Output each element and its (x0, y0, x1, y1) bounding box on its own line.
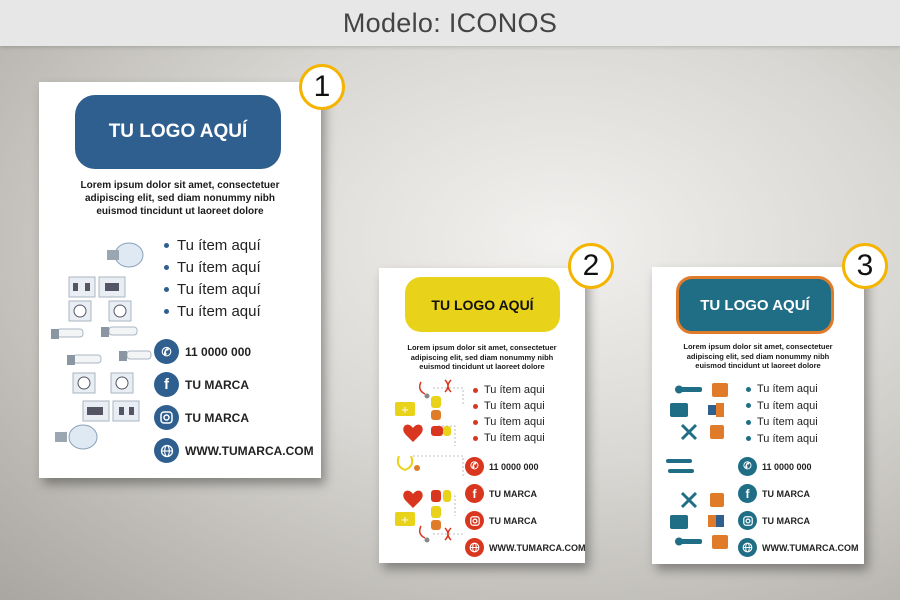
globe-icon (738, 538, 757, 557)
list-item (746, 398, 818, 415)
description-line: euismod tincidunt ut laoreet dolore (695, 361, 821, 371)
svg-text:+: + (400, 515, 410, 526)
logo-placeholder (75, 95, 281, 169)
engine-icon (712, 383, 728, 397)
logo-placeholder (676, 276, 834, 334)
item-text: Tu ítem aqui (757, 383, 818, 396)
logo-text: TU LOGO AQUÍ (700, 296, 810, 314)
tools-icon (682, 425, 696, 439)
light-bulb-icon (107, 243, 143, 267)
list-item (164, 234, 261, 256)
whatsapp-icon: ✆ (154, 339, 179, 364)
instagram-icon (154, 405, 179, 430)
page-title: Modelo: ICONOS (342, 7, 558, 38)
list-item (473, 430, 545, 446)
description-line: Lorem ipsum dolor sit amet, consectetuer (80, 180, 280, 191)
web-row[interactable] (465, 534, 585, 561)
phone-text: 11 0000 000 (489, 461, 539, 472)
bullet-icon (746, 387, 751, 392)
number-badge-2 (568, 243, 614, 289)
web-row[interactable] (154, 434, 314, 467)
logo-text: TU LOGO AQUÍ (431, 296, 534, 313)
item-text: Tu ítem aquí (177, 302, 261, 320)
mechanic-icons-illustration (662, 379, 748, 551)
facebook-icon: f (154, 372, 179, 397)
item-list (164, 234, 261, 322)
item-text: Tu ítem aqui (757, 416, 818, 429)
engine-icon (670, 403, 688, 417)
facebook-icon: f (465, 484, 484, 503)
bullet-icon (473, 436, 478, 441)
contact-list (154, 335, 314, 467)
bullet-icon (164, 309, 169, 314)
facebook-row[interactable] (465, 480, 585, 507)
engine-icon (710, 493, 724, 507)
list-item (746, 414, 818, 431)
whatsapp-icon: ✆ (465, 457, 484, 476)
flyer-card-3[interactable] (652, 267, 864, 564)
badge-number: 2 (582, 249, 600, 282)
list-item (746, 431, 818, 448)
globe-icon (154, 438, 179, 463)
web-text: WWW.TUMARCA.COM (762, 542, 859, 553)
bullet-icon (473, 388, 478, 393)
bullet-icon (473, 404, 478, 409)
engine-icon (710, 425, 724, 439)
instagram-row[interactable] (154, 401, 314, 434)
bullet-icon (746, 403, 751, 408)
item-text: Tu ítem aqui (484, 400, 545, 412)
heart-icon (403, 491, 422, 508)
number-badge-1 (299, 64, 345, 110)
heart-icon (403, 425, 422, 442)
socket-icon (69, 301, 131, 321)
instagram-text: TU MARCA (489, 515, 537, 526)
phone-row[interactable] (154, 335, 314, 368)
item-text: Tu ítem aqui (757, 432, 818, 445)
bullet-icon (164, 287, 169, 292)
item-text: Tu ítem aqui (484, 432, 545, 444)
dna-icon (445, 380, 451, 392)
description-text (658, 342, 858, 371)
phone-row[interactable] (738, 453, 858, 480)
tools-icon (682, 493, 696, 507)
facebook-text: TU MARCA (489, 488, 537, 499)
cfl-bulb-icon (51, 327, 151, 365)
logo-placeholder (405, 277, 560, 332)
description-line: adipiscing elit, sed diam nonummy nibh (410, 352, 554, 362)
bullet-icon (746, 436, 751, 441)
light-bulb-icon (55, 425, 97, 449)
stethoscope-icon (420, 526, 430, 543)
facebook-text: TU MARCA (762, 488, 810, 499)
facebook-text: TU MARCA (185, 377, 249, 392)
item-list (746, 381, 818, 447)
badge-number: 1 (313, 70, 331, 103)
web-text: WWW.TUMARCA.COM (489, 542, 586, 553)
instagram-row[interactable] (738, 507, 858, 534)
switch-plate-icon (69, 277, 125, 297)
engine-icon (712, 535, 728, 549)
switch-plate-icon (83, 401, 139, 421)
bullet-icon (746, 420, 751, 425)
list-item (164, 300, 261, 322)
instagram-icon (465, 511, 484, 530)
bullet-icon (164, 265, 169, 270)
description-text (383, 343, 581, 372)
first-aid-kit-icon (395, 512, 415, 526)
socket-icon (73, 373, 133, 393)
first-aid-kit-icon (395, 402, 415, 416)
list-item (473, 398, 545, 414)
engine-icon (670, 515, 688, 529)
item-text: Tu ítem aquí (177, 258, 261, 276)
car-part-icon (708, 403, 724, 417)
description-line: Lorem ipsum dolor sit amet, consectetuer (407, 343, 557, 352)
pills-icon (431, 396, 441, 420)
wrench-icon (675, 386, 702, 394)
instagram-text: TU MARCA (762, 515, 810, 526)
description-line: adipiscing elit, sed diam nonummy nibh (84, 192, 276, 204)
svg-text:+: + (400, 405, 410, 416)
item-list (473, 382, 545, 446)
contact-list (738, 453, 858, 561)
item-text: Tu ítem aqui (757, 399, 818, 412)
pills-icon (431, 506, 441, 530)
stethoscope-icon (398, 456, 420, 471)
badge-number: 3 (856, 249, 874, 282)
flyer-card-2[interactable] (379, 268, 585, 563)
list-item (164, 256, 261, 278)
whatsapp-icon: ✆ (738, 457, 757, 476)
instagram-row[interactable] (465, 507, 585, 534)
instagram-icon (738, 511, 757, 530)
phone-row[interactable] (465, 453, 585, 480)
description-line: euismod tincidunt ut laoreet dolore (419, 362, 545, 372)
wrench-icon (666, 459, 694, 473)
description-line: Lorem ipsum dolor sit amet, consectetuer (683, 342, 833, 351)
description-line: euismod tincidunt ut laoreet dolore (96, 205, 264, 217)
description-text (49, 180, 311, 218)
bullet-icon (473, 420, 478, 425)
item-text: Tu ítem aqui (484, 384, 545, 396)
page-header (0, 0, 900, 46)
facebook-row[interactable] (154, 368, 314, 401)
logo-text: TU LOGO AQUÍ (108, 121, 248, 142)
instagram-text: TU MARCA (185, 410, 249, 425)
flyer-card-1[interactable] (39, 82, 321, 478)
car-part-icon (708, 515, 724, 527)
pills-icon (431, 490, 451, 502)
globe-icon (465, 538, 484, 557)
item-text: Tu ítem aquí (177, 236, 261, 254)
list-item (164, 278, 261, 300)
facebook-row[interactable] (738, 480, 858, 507)
stethoscope-icon (420, 382, 430, 399)
list-item (746, 381, 818, 398)
item-text: Tu ítem aqui (484, 416, 545, 428)
item-text: Tu ítem aquí (177, 280, 261, 298)
list-item (473, 414, 545, 430)
bullet-icon (164, 243, 169, 248)
web-text: WWW.TUMARCA.COM (185, 443, 314, 458)
phone-text: 11 0000 000 (185, 344, 252, 359)
list-item (473, 382, 545, 398)
description-line: adipiscing elit, sed diam nonummy nibh (686, 351, 830, 361)
web-row[interactable] (738, 534, 858, 561)
wrench-icon (675, 538, 702, 546)
facebook-icon: f (738, 484, 757, 503)
phone-text: 11 0000 000 (762, 461, 812, 472)
contact-list (465, 453, 585, 561)
number-badge-3 (842, 243, 888, 289)
pills-icon (431, 426, 451, 436)
